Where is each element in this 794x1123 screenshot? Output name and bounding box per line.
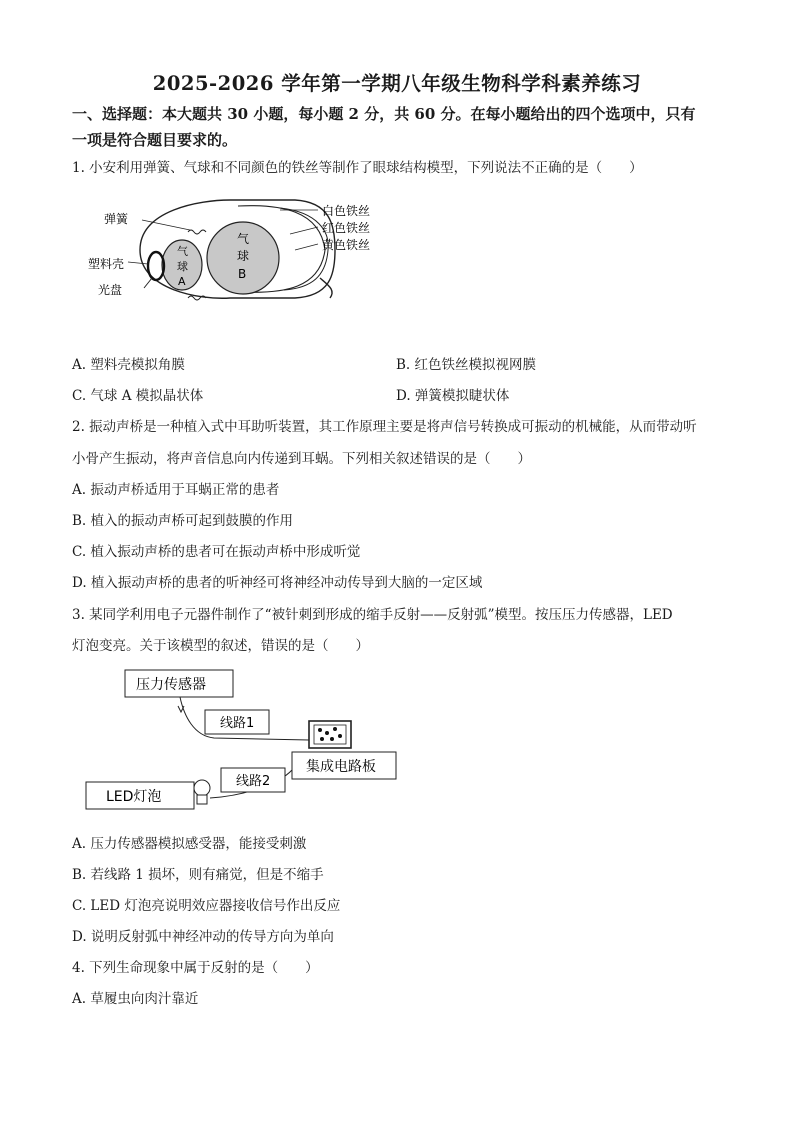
shell-leader [128,262,148,264]
chip-dot [330,737,334,741]
question-3-option-b: B. 若线路 1 损坏，则有痛觉，但是不缩手 [72,867,324,883]
question-2-stem-line2: 小骨产生振动，将声音信息向内传递到耳蜗。下列相关叙述错误的是（ ） [72,451,531,467]
chip-dot [318,728,322,732]
section-heading-line2: 一项是符合题目要求的。 [72,131,238,149]
red-wire-leader [290,227,318,234]
question-2-option-d: D. 植入振动声桥的患者的听神经可将神经冲动传导到大脑的一定区域 [72,575,483,591]
eye-model-figure [80,190,400,305]
question-3-option-c: C. LED 灯泡亮说明效应器接收信号作出反应 [72,898,341,914]
question-3-option-a: A. 压力传感器模拟感受器，能接受刺激 [72,836,307,852]
spring-top [188,230,206,234]
inner-wall-2 [280,208,328,290]
question-4-option-a: A. 草履虫向肉汁靠近 [72,991,199,1007]
circuit2-label: 线路2 [236,774,271,789]
question-2-option-c: C. 植入振动声桥的患者可在振动声桥中形成听觉 [72,544,361,560]
question-3-stem-line1: 3. 某同学利用电子元器件制作了“被针刺到形成的缩手反射——反射弧”模型。按压压力传感器，LED [72,607,673,623]
balloon-b-char1: 气 [237,232,250,246]
red-wire-label: 红色铁丝 [322,221,371,235]
shell-label: 塑料壳 [88,257,125,271]
chip-dot [338,734,342,738]
balloon-a-char2: 球 [177,260,188,273]
question-3-stem-line2: 灯泡变亮。关于该模型的叙述，错误的是（ ） [72,638,369,654]
question-2-option-b: B. 植入的振动声桥可起到鼓膜的作用 [72,513,294,529]
question-1-option-c: C. 气球 A 模拟晶状体 [72,388,204,404]
balloon-a-char1: 气 [177,245,188,258]
page-title: 2025-2026 学年第一学期八年级生物科学科素养练习 [152,72,642,95]
question-1-option-d: D. 弹簧模拟睫状体 [396,388,510,404]
yellow-wire-label: 黄色铁丝 [322,238,371,252]
bulb-base [197,795,207,804]
bulb-glass [194,780,210,796]
question-1-stem: 1. 小安利用弹簧、气球和不同颜色的铁丝等制作了眼球结构模型，下列说法不正确的是（ ） [72,160,643,176]
circuit1-label: 线路1 [220,716,255,731]
question-1-option-a: A. 塑料壳模拟角膜 [72,357,185,373]
question-1-option-b: B. 红色铁丝模拟视网膜 [396,357,537,373]
question-4-stem: 4. 下列生命现象中属于反射的是（ ） [72,960,319,976]
pressure-sensor-label: 压力传感器 [136,677,206,693]
balloon-b-char2: 球 [237,249,250,263]
disc-leader [144,278,152,288]
white-wire-label: 白色铁丝 [322,204,371,218]
spring-label: 弹簧 [104,212,129,226]
question-3-option-d: D. 说明反射弧中神经冲动的传导方向为单向 [72,929,334,945]
reflex-arc-model-figure [84,666,404,814]
chip-dot [320,737,324,741]
balloon-b-char3: B [238,267,247,281]
chip-dot [325,731,329,735]
optic-nerve [320,278,332,298]
balloon-a-char3: A [178,275,186,288]
yellow-wire-leader [295,244,318,250]
chip-dot [333,727,337,731]
circuit-board-label: 集成电路板 [306,759,376,775]
led-bulb-label: LED灯泡 [106,789,162,805]
question-2-stem-line1: 2. 振动声桥是一种植入式中耳助听装置，其工作原理主要是将声信号转换成可振动的机械能，从而带动听 [72,419,697,435]
disc-label: 光盘 [98,283,123,297]
section-heading-line1: 一、选择题：本大题共 30 小题，每小题 2 分，共 60 分。在每小题给出的四个选项中，只有 [72,105,696,123]
question-2-option-a: A. 振动声桥适用于耳蜗正常的患者 [72,482,280,498]
